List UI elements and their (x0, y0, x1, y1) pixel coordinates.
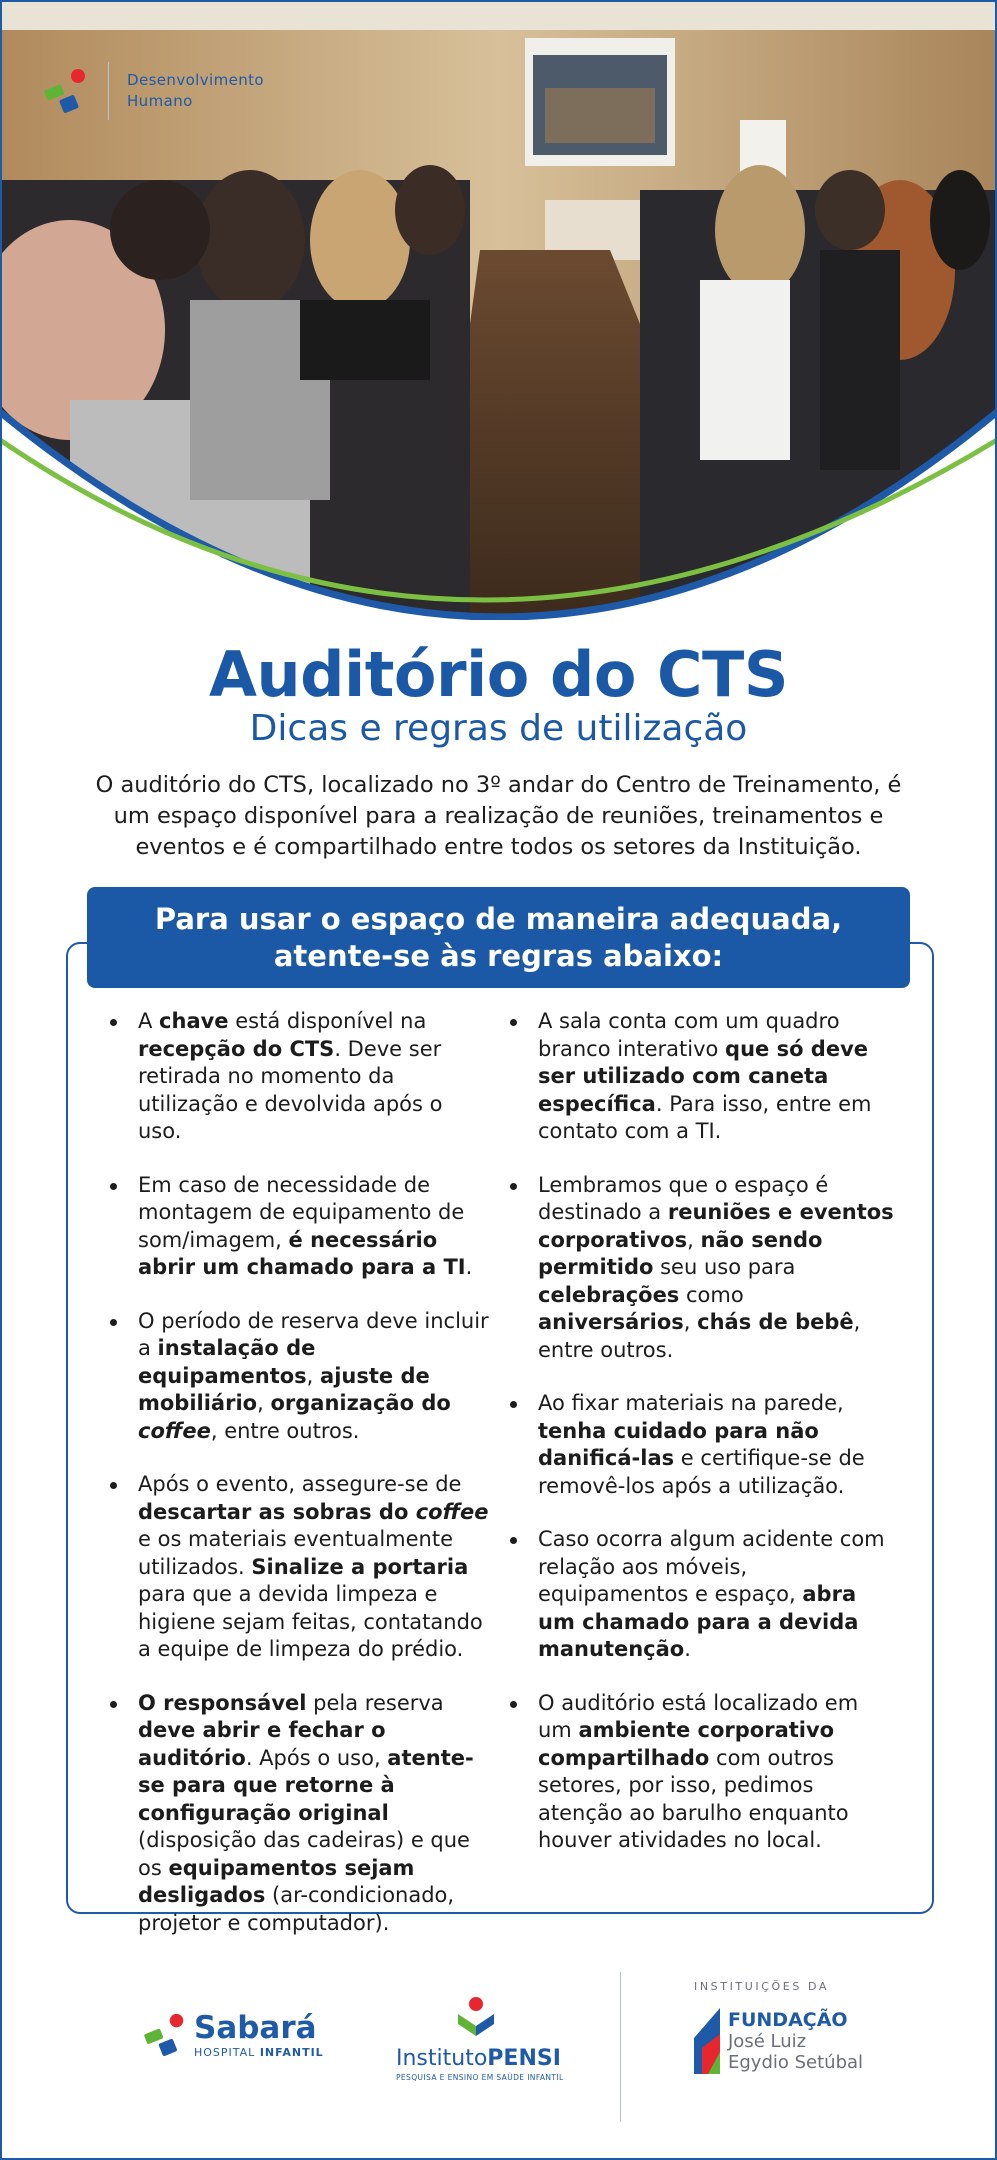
rule-text: organização do (270, 1391, 451, 1415)
rule-text: abra um chamado para a devida manutenção (538, 1582, 859, 1661)
fundacao-mark-icon (694, 2008, 720, 2074)
pensi-prefix: Instituto (396, 2046, 488, 2071)
brand-line-1: Desenvolvimento (127, 71, 265, 89)
rule-text: seu uso para (653, 1255, 796, 1279)
sabara-logo (142, 2012, 324, 2059)
rule-text: que só deve ser utilizado com caneta específica (538, 1036, 869, 1116)
rule-text: . (465, 1255, 473, 1279)
rule-text: O responsável (138, 1690, 307, 1715)
brand-line-2: Humano (127, 92, 193, 110)
footer-divider (620, 1972, 621, 2122)
rule-text: , (306, 1363, 321, 1388)
rule-text: aniversários (538, 1310, 684, 1334)
rule-text: Em caso de necessidade de montagem de equipamento de som/imagem, (138, 1172, 465, 1252)
rule-item (510, 1008, 895, 1146)
sabara-logo-icon (42, 67, 90, 115)
brand-text (127, 70, 264, 112)
rule-text: (disposição das cadeiras) e que os (138, 1828, 470, 1880)
rules-list-right (510, 1008, 895, 1881)
rule-text: chave (159, 1009, 229, 1033)
sabara-sub-bold: INFANTIL (259, 2046, 324, 2059)
pensi-mark-icon (454, 1996, 498, 2038)
rule-text: recepção do CTS (138, 1036, 335, 1061)
rule-text: celebrações (538, 1282, 680, 1307)
sabara-subtitle (194, 2046, 324, 2059)
brand-divider (108, 62, 109, 120)
fundacao-line-1: FUNDAÇÃO (728, 2008, 848, 2031)
rules-header: Para usar o espaço de maneira adequada, atente-se às regras abaixo: (87, 887, 910, 988)
pensi-name (396, 2046, 561, 2071)
rules-list-left (110, 1008, 490, 1963)
rule-text: não sendo permitido (538, 1227, 823, 1279)
footer (0, 1960, 997, 2160)
rule-text: O período de reserva deve incluir a (138, 1308, 489, 1360)
rule-text: é necessário abrir um chamado para a TI (138, 1227, 466, 1279)
rule-text: , entre outros. (210, 1418, 360, 1443)
rule-text: ajuste de mobiliário (138, 1363, 430, 1415)
bullet-icon (510, 1019, 517, 1026)
rule-text: atente-se para que retorne à configuração original (138, 1745, 474, 1825)
bullet-icon (110, 1019, 117, 1026)
rule-text: , (687, 1227, 701, 1252)
rule-text: para que a devida limpeza e higiene sejam feitas, contatando a equipe de limpeza do prédio. (138, 1582, 483, 1661)
rule-text: A sala conta com um quadro branco interativo (538, 1009, 840, 1061)
rule-text: . Após o uso, (245, 1745, 388, 1770)
rule-item (510, 1390, 895, 1500)
rule-item (110, 1690, 490, 1938)
rule-text: chás de bebê (697, 1310, 854, 1334)
rule-text: , entre outros. (538, 1310, 861, 1362)
pensi-subtitle: PESQUISA E ENSINO EM SAÚDE INFANTIL (396, 2073, 564, 2082)
pensi-bold: PENSI (487, 2046, 561, 2071)
brand-header (42, 62, 264, 120)
rule-item (510, 1526, 895, 1664)
rule-text: equipamentos sejam desligados (138, 1855, 415, 1907)
bullet-icon (510, 1401, 517, 1408)
bullet-icon (510, 1183, 517, 1190)
pensi-logo (396, 1996, 564, 2082)
fundacao-line-2: José Luiz (728, 2030, 807, 2052)
rule-text: , (257, 1391, 271, 1415)
rule-text: . Deve ser retirada no momento da utilização e devolvida após o uso. (138, 1036, 443, 1143)
rule-text: , (683, 1310, 698, 1334)
rule-text: Após o evento, assegure-se de (138, 1472, 462, 1496)
bullet-icon (110, 1701, 117, 1708)
page-subtitle: Dicas e regras de utilização (249, 708, 748, 749)
bullet-icon (110, 1482, 117, 1489)
institutions-label: INSTITUIÇÕES DA (694, 1980, 830, 1993)
page-title: Auditório do CTS (208, 638, 788, 711)
rule-text: Lembramos que o espaço é destinado a (538, 1172, 829, 1224)
rule-text: reuniões e eventos corporativos (538, 1200, 894, 1252)
bullet-icon (510, 1701, 517, 1708)
rule-item (110, 1008, 490, 1146)
rule-text: . Para isso, entre em contato com a TI. (538, 1091, 872, 1143)
rule-text: com outros setores, por isso, pedimos atenção ao barulho enquanto houver atividades no local. (538, 1745, 849, 1852)
rule-text: descartar as sobras do (138, 1499, 416, 1524)
rule-item (110, 1471, 490, 1664)
rule-text: como (679, 1282, 744, 1307)
rule-text: Sinalize a portaria (251, 1554, 469, 1579)
rule-item (110, 1308, 490, 1446)
rule-text: . (684, 1637, 691, 1661)
rule-item (510, 1690, 895, 1855)
sabara-sub-prefix: HOSPITAL (194, 2046, 260, 2059)
rule-text: está disponível na (228, 1009, 427, 1033)
rule-text: pela reserva (306, 1690, 444, 1715)
rule-text: A (138, 1009, 160, 1033)
rule-text: deve abrir e fechar o auditório (138, 1718, 386, 1770)
hero-photo-section (0, 0, 997, 620)
rule-text: coffee (138, 1418, 211, 1443)
rule-text: Caso ocorra algum acidente com relação aos móveis, equipamentos e espaço, (538, 1527, 885, 1606)
rule-text: e certifique-se de removê-los após a utilização. (538, 1446, 865, 1498)
fundacao-name (728, 2010, 863, 2073)
rule-text: Ao fixar materiais na parede, (538, 1391, 844, 1415)
sabara-name: Sabará (194, 2010, 317, 2046)
rule-text: instalação de equipamentos (138, 1336, 316, 1388)
rule-text: tenha cuidado para não danificá-las (538, 1418, 819, 1470)
rule-text: ambiente corporativo compartilhado (538, 1718, 835, 1770)
fundacao-logo (694, 2008, 863, 2074)
rule-text: O auditório está localizado em um (538, 1690, 859, 1742)
rule-text: e os materiais eventualmente utilizados. (138, 1527, 453, 1579)
bullet-icon (110, 1183, 117, 1190)
rule-item (510, 1172, 895, 1365)
sabara-mark-icon (142, 2012, 188, 2058)
rule-text: coffee (415, 1499, 489, 1524)
fundacao-line-3: Egydio Setúbal (728, 2051, 864, 2073)
intro-paragraph: O auditório do CTS, localizado no 3º andar do Centro de Treinamento, é um espaço disponível para a realização de reuniões, treinamentos e eventos e é compartilhado entre todos os setores da Instituição. (95, 772, 902, 860)
bullet-icon (510, 1537, 517, 1544)
rule-item (110, 1172, 490, 1282)
bullet-icon (110, 1319, 117, 1326)
rule-text: (ar-condicionado, projetor e computador). (138, 1883, 455, 1935)
